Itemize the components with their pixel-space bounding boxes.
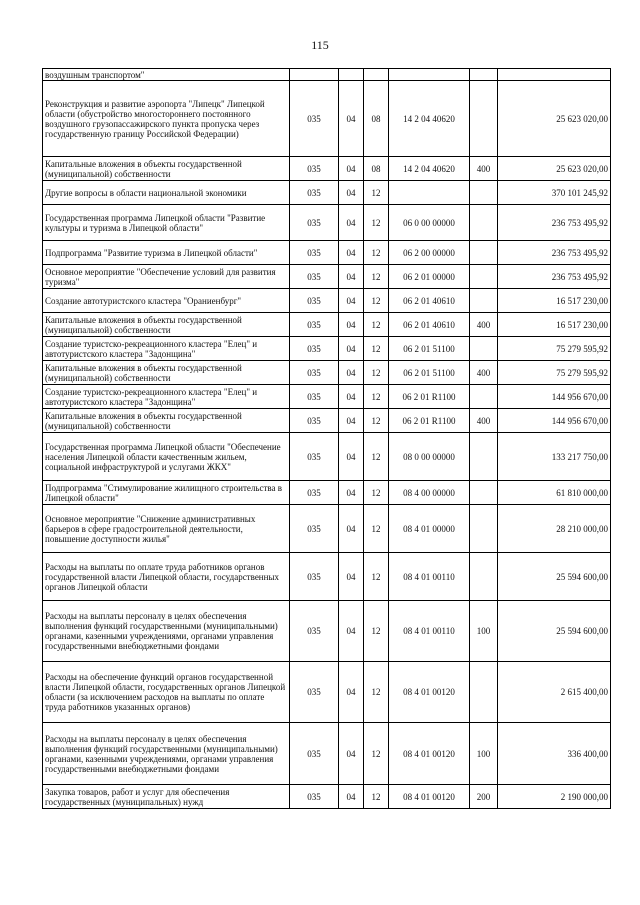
row-name-cell: Расходы на обеспечение функций органов государственной власти Липецкой области, государственных органов Липецкой области (за исключением расходов на выплаты по оплате труда работников указанных органов)	[43, 662, 290, 723]
row-name-cell: Капитальные вложения в объекты государственной (муниципальной) собственности	[43, 409, 290, 433]
row-target-article: 08 0 00 00000	[389, 433, 470, 481]
row-amount: 25 623 020,00	[498, 81, 611, 157]
row-subsection-code: 12	[364, 481, 389, 505]
row-subsection-code: 12	[364, 205, 389, 241]
row-amount: 144 956 670,00	[498, 409, 611, 433]
row-amount: 16 517 230,00	[498, 289, 611, 313]
row-section-code	[339, 69, 364, 81]
row-target-article	[389, 69, 470, 81]
row-target-article: 06 2 00 00000	[389, 241, 470, 265]
row-amount: 336 400,00	[498, 723, 611, 785]
row-name-cell: Капитальные вложения в объекты государственной (муниципальной) собственности	[43, 313, 290, 337]
row-section-code: 04	[339, 723, 364, 785]
row-amount: 236 753 495,92	[498, 205, 611, 241]
row-target-article: 06 2 01 R1100	[389, 409, 470, 433]
row-amount: 2 615 400,00	[498, 662, 611, 723]
row-name-cell: Создание туристско-рекреационного кластера "Елец" и автотуристского кластера "Задонщина"	[43, 385, 290, 409]
row-amount: 75 279 595,92	[498, 361, 611, 385]
row-ministry-code: 035	[290, 662, 339, 723]
row-expense-type	[470, 241, 498, 265]
row-target-article: 06 2 01 40610	[389, 313, 470, 337]
row-subsection-code: 12	[364, 409, 389, 433]
row-name-cell: Создание туристско-рекреационного кластера "Елец" и автотуристского кластера "Задонщина"	[43, 337, 290, 361]
row-target-article: 08 4 01 00110	[389, 553, 470, 601]
table-row	[43, 553, 611, 601]
row-section-code: 04	[339, 313, 364, 337]
row-name-cell: Государственная программа Липецкой области "Развитие культуры и туризма в Липецкой области"	[43, 205, 290, 241]
row-ministry-code: 035	[290, 205, 339, 241]
row-name-cell: Расходы на выплаты персоналу в целях обеспечения выполнения функций государственными (муниципальными) органами, казенными учреждениями, органами управления государственными внебюджетными фондами	[43, 601, 290, 662]
row-expense-type	[470, 337, 498, 361]
row-target-article: 08 4 01 00120	[389, 662, 470, 723]
row-section-code: 04	[339, 385, 364, 409]
table-row	[43, 409, 611, 433]
row-target-article: 08 4 01 00120	[389, 723, 470, 785]
budget-table	[42, 68, 611, 809]
table-row	[43, 81, 611, 157]
row-section-code: 04	[339, 601, 364, 662]
row-ministry-code: 035	[290, 409, 339, 433]
row-amount: 25 594 600,00	[498, 553, 611, 601]
row-ministry-code: 035	[290, 553, 339, 601]
row-name-cell: Основное мероприятие "Снижение административных барьеров в сфере градостроительной деятельности, повышение доступности жилья"	[43, 505, 290, 553]
row-subsection-code: 12	[364, 785, 389, 809]
row-target-article: 06 2 01 R1100	[389, 385, 470, 409]
row-ministry-code: 035	[290, 385, 339, 409]
row-section-code: 04	[339, 662, 364, 723]
row-expense-type	[470, 205, 498, 241]
row-expense-type: 400	[470, 361, 498, 385]
row-target-article: 08 4 01 00000	[389, 505, 470, 553]
row-expense-type: 400	[470, 157, 498, 181]
row-name-cell: Расходы на выплаты по оплате труда работников органов государственной власти Липецкой области, государственных органов Липецкой области	[43, 553, 290, 601]
row-subsection-code: 12	[364, 723, 389, 785]
row-target-article: 08 4 01 00110	[389, 601, 470, 662]
row-target-article: 06 0 00 00000	[389, 205, 470, 241]
row-target-article: 06 2 01 51100	[389, 337, 470, 361]
table-row	[43, 662, 611, 723]
row-section-code: 04	[339, 433, 364, 481]
row-section-code: 04	[339, 289, 364, 313]
row-name-cell: Реконструкция и развитие аэропорта "Липецк" Липецкой области (обустройство многостороннего постоянного воздушного грузопассажирского пункта пропуска через государственную границу Российской Федерации)	[43, 81, 290, 157]
row-expense-type	[470, 265, 498, 289]
row-name-cell: воздушным транспортом"	[43, 69, 290, 81]
row-ministry-code: 035	[290, 337, 339, 361]
table-row	[43, 337, 611, 361]
row-section-code: 04	[339, 205, 364, 241]
row-expense-type: 200	[470, 785, 498, 809]
row-expense-type	[470, 289, 498, 313]
row-name-cell: Закупка товаров, работ и услуг для обеспечения государственных (муниципальных) нужд	[43, 785, 290, 809]
row-name-cell: Расходы на выплаты персоналу в целях обеспечения выполнения функций государственными (муниципальными) органами, казенными учреждениями, органами управления государственными внебюджетными фондами	[43, 723, 290, 785]
row-subsection-code: 12	[364, 601, 389, 662]
table-row	[43, 205, 611, 241]
row-expense-type: 400	[470, 409, 498, 433]
row-amount: 2 190 000,00	[498, 785, 611, 809]
table-row	[43, 157, 611, 181]
table-row	[43, 505, 611, 553]
row-section-code: 04	[339, 181, 364, 205]
row-section-code: 04	[339, 265, 364, 289]
row-name-cell: Другие вопросы в области национальной экономики	[43, 181, 290, 205]
row-amount: 133 217 750,00	[498, 433, 611, 481]
table-body	[43, 69, 611, 809]
page-number: 115	[311, 38, 329, 52]
row-expense-type	[470, 553, 498, 601]
row-section-code: 04	[339, 81, 364, 157]
table-row	[43, 241, 611, 265]
row-expense-type: 400	[470, 313, 498, 337]
row-subsection-code: 12	[364, 181, 389, 205]
row-name-cell: Подпрограмма "Стимулирование жилищного строительства в Липецкой области"	[43, 481, 290, 505]
row-ministry-code: 035	[290, 785, 339, 809]
row-ministry-code	[290, 69, 339, 81]
row-section-code: 04	[339, 553, 364, 601]
row-target-article: 14 2 04 40620	[389, 157, 470, 181]
row-name-cell: Подпрограмма "Развитие туризма в Липецкой области"	[43, 241, 290, 265]
row-name-cell: Капитальные вложения в объекты государственной (муниципальной) собственности	[43, 157, 290, 181]
table-row	[43, 433, 611, 481]
row-expense-type	[470, 481, 498, 505]
row-ministry-code: 035	[290, 241, 339, 265]
table-row	[43, 385, 611, 409]
row-name-cell: Создание автотуристского кластера "Ораниенбург"	[43, 289, 290, 313]
row-section-code: 04	[339, 241, 364, 265]
row-expense-type	[470, 181, 498, 205]
table-row	[43, 181, 611, 205]
row-expense-type	[470, 81, 498, 157]
row-subsection-code: 12	[364, 662, 389, 723]
row-expense-type	[470, 385, 498, 409]
row-expense-type: 100	[470, 723, 498, 785]
row-amount: 25 594 600,00	[498, 601, 611, 662]
row-amount: 75 279 595,92	[498, 337, 611, 361]
table-row	[43, 481, 611, 505]
row-amount: 236 753 495,92	[498, 241, 611, 265]
row-name-cell: Капитальные вложения в объекты государственной (муниципальной) собственности	[43, 361, 290, 385]
row-subsection-code: 12	[364, 313, 389, 337]
row-ministry-code: 035	[290, 313, 339, 337]
table-row	[43, 69, 611, 81]
row-ministry-code: 035	[290, 433, 339, 481]
row-name-cell: Основное мероприятие "Обеспечение условий для развития туризма"	[43, 265, 290, 289]
row-name-cell: Государственная программа Липецкой области "Обеспечение населения Липецкой области качественным жильем, социальной инфраструктурой и услугами ЖКХ"	[43, 433, 290, 481]
row-ministry-code: 035	[290, 505, 339, 553]
row-amount: 61 810 000,00	[498, 481, 611, 505]
row-section-code: 04	[339, 785, 364, 809]
row-expense-type	[470, 69, 498, 81]
row-amount: 25 623 020,00	[498, 157, 611, 181]
row-subsection-code: 12	[364, 385, 389, 409]
row-subsection-code: 08	[364, 81, 389, 157]
row-section-code: 04	[339, 361, 364, 385]
row-section-code: 04	[339, 409, 364, 433]
row-target-article: 08 4 01 00120	[389, 785, 470, 809]
row-target-article: 06 2 01 40610	[389, 289, 470, 313]
table-row	[43, 265, 611, 289]
row-section-code: 04	[339, 505, 364, 553]
row-section-code: 04	[339, 337, 364, 361]
row-ministry-code: 035	[290, 361, 339, 385]
table-row	[43, 785, 611, 809]
row-amount: 236 753 495,92	[498, 265, 611, 289]
row-section-code: 04	[339, 481, 364, 505]
row-subsection-code	[364, 69, 389, 81]
row-amount	[498, 69, 611, 81]
row-ministry-code: 035	[290, 481, 339, 505]
row-amount: 144 956 670,00	[498, 385, 611, 409]
row-amount: 370 101 245,92	[498, 181, 611, 205]
row-expense-type	[470, 505, 498, 553]
row-section-code: 04	[339, 157, 364, 181]
row-amount: 16 517 230,00	[498, 313, 611, 337]
row-subsection-code: 12	[364, 361, 389, 385]
row-target-article: 14 2 04 40620	[389, 81, 470, 157]
row-target-article: 06 2 01 00000	[389, 265, 470, 289]
row-subsection-code: 12	[364, 337, 389, 361]
row-subsection-code: 12	[364, 505, 389, 553]
row-ministry-code: 035	[290, 157, 339, 181]
row-ministry-code: 035	[290, 81, 339, 157]
table-row	[43, 289, 611, 313]
row-subsection-code: 12	[364, 553, 389, 601]
row-expense-type	[470, 662, 498, 723]
row-expense-type: 100	[470, 601, 498, 662]
row-subsection-code: 12	[364, 241, 389, 265]
table-row	[43, 601, 611, 662]
row-subsection-code: 12	[364, 433, 389, 481]
row-subsection-code: 12	[364, 265, 389, 289]
table-row	[43, 313, 611, 337]
row-ministry-code: 035	[290, 601, 339, 662]
row-ministry-code: 035	[290, 723, 339, 785]
row-ministry-code: 035	[290, 181, 339, 205]
row-target-article	[389, 181, 470, 205]
row-amount: 28 210 000,00	[498, 505, 611, 553]
row-subsection-code: 08	[364, 157, 389, 181]
row-target-article: 06 2 01 51100	[389, 361, 470, 385]
row-ministry-code: 035	[290, 289, 339, 313]
row-target-article: 08 4 00 00000	[389, 481, 470, 505]
table-row	[43, 361, 611, 385]
row-subsection-code: 12	[364, 289, 389, 313]
table-row	[43, 723, 611, 785]
row-ministry-code: 035	[290, 265, 339, 289]
row-expense-type	[470, 433, 498, 481]
